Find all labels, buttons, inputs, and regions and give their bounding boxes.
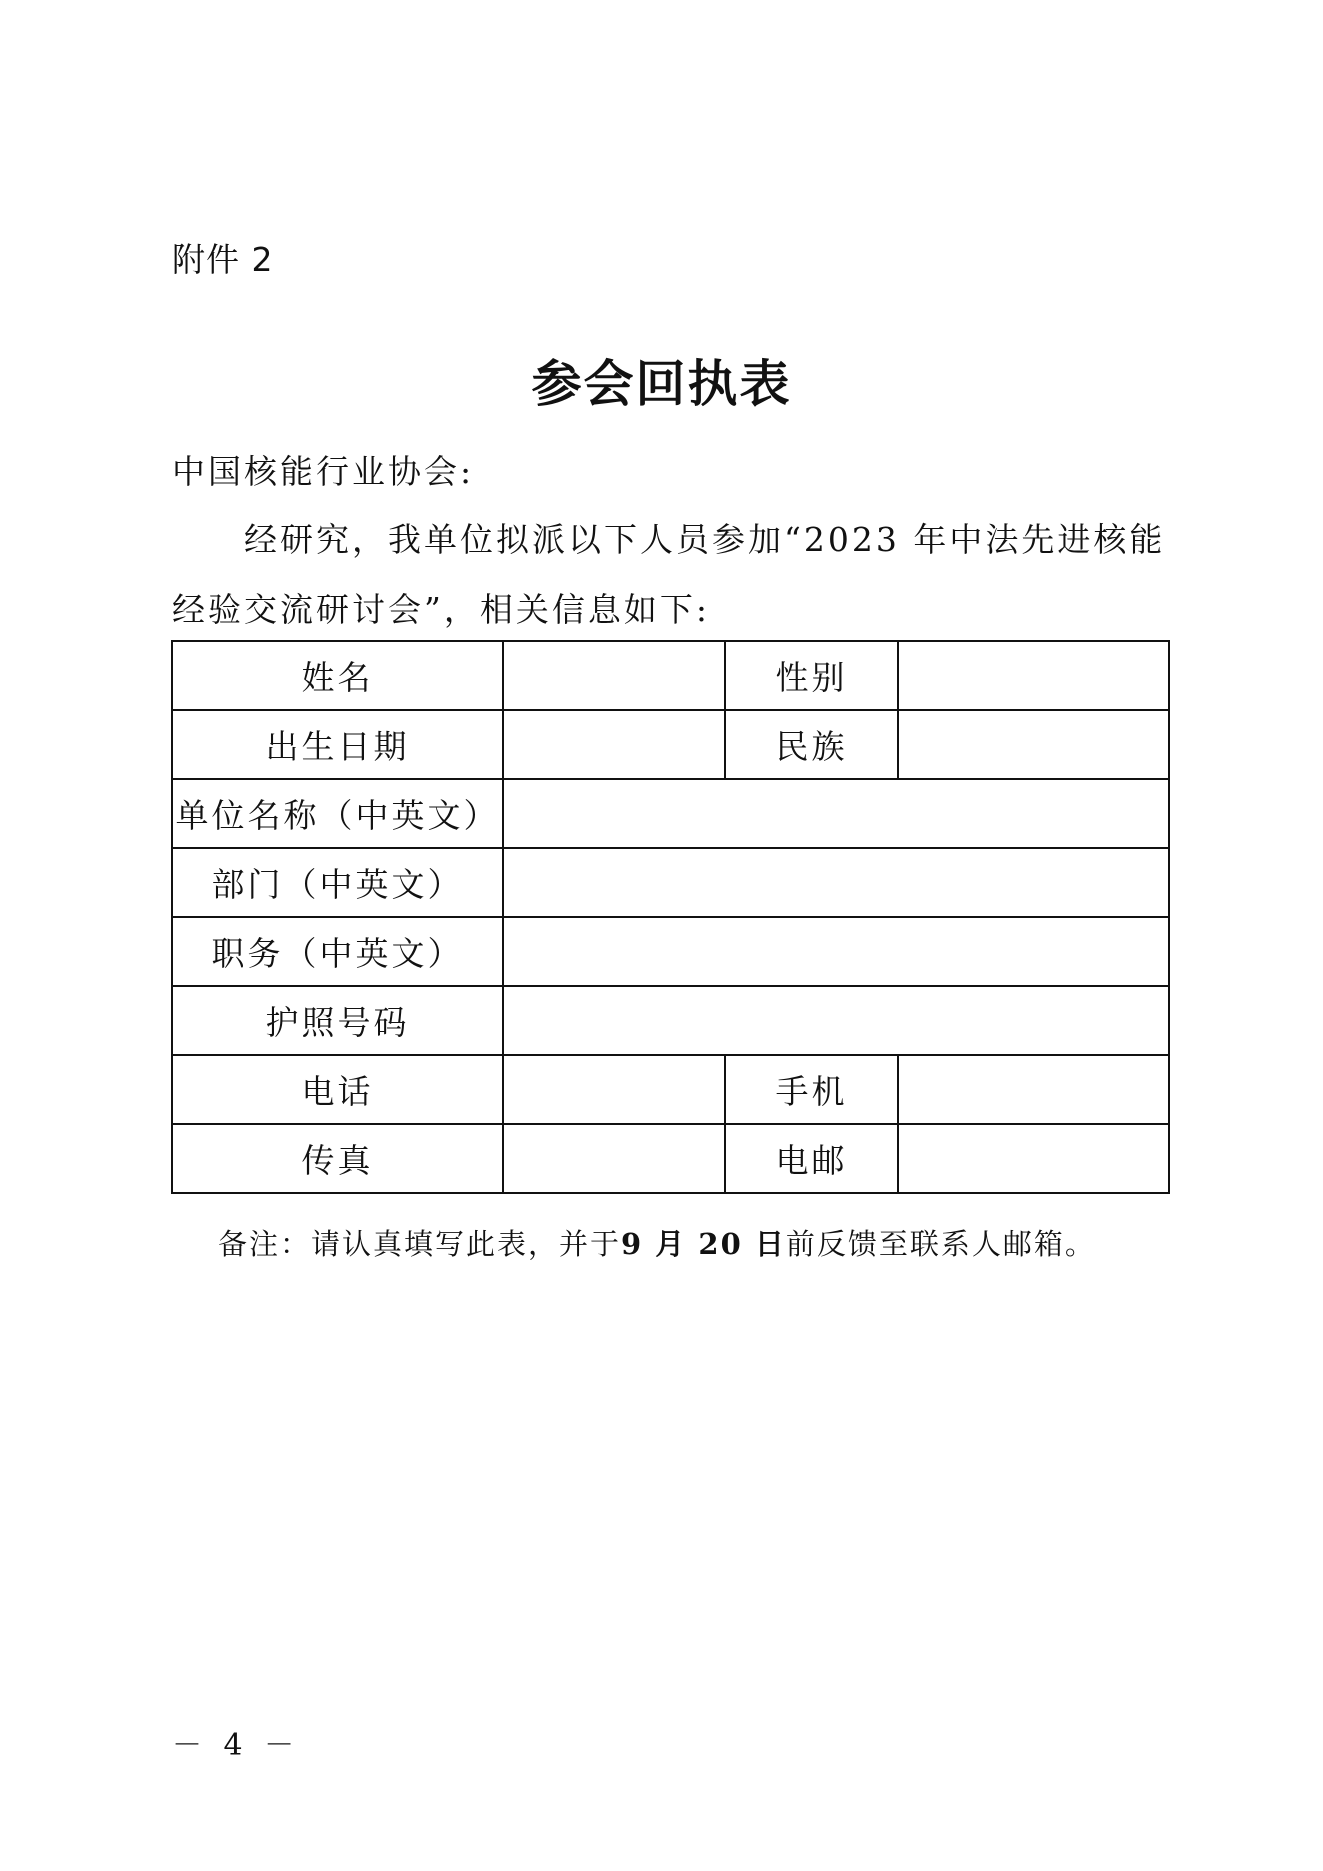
body-paragraph-line-1: 经研究，我单位拟派以下人员参加“2023 年中法先进核能: [244, 520, 1166, 559]
name-label: 姓名: [172, 641, 503, 710]
email-label: 电邮: [725, 1124, 898, 1193]
table-row: [172, 710, 1169, 779]
birth-date-label: 出生日期: [172, 710, 503, 779]
fax-label: 传真: [172, 1124, 503, 1193]
ethnicity-field[interactable]: [898, 710, 1169, 779]
attachment-label: 附件 2: [172, 240, 274, 279]
gender-label: 性别: [725, 641, 898, 710]
position-label: 职务（中英文）: [172, 917, 503, 986]
email-field[interactable]: [898, 1124, 1169, 1193]
table-row: [172, 641, 1169, 710]
mobile-field[interactable]: [898, 1055, 1169, 1124]
body-paragraph-line-2: 经验交流研讨会”，相关信息如下:: [172, 590, 710, 629]
passport-number-field[interactable]: [503, 986, 1169, 1055]
page-title: 参会回执表: [531, 355, 792, 413]
gender-field[interactable]: [898, 641, 1169, 710]
name-field[interactable]: [503, 641, 725, 710]
table-row: [172, 1124, 1169, 1193]
footnote: [218, 1222, 1096, 1263]
phone-field[interactable]: [503, 1055, 725, 1124]
ethnicity-label: 民族: [725, 710, 898, 779]
registration-form-table: [171, 640, 1170, 1194]
fax-field[interactable]: [503, 1124, 725, 1193]
department-label: 部门（中英文）: [172, 848, 503, 917]
birth-date-field[interactable]: [503, 710, 725, 779]
table-row: [172, 986, 1169, 1055]
table-row: [172, 1055, 1169, 1124]
organization-label: 单位名称（中英文）: [172, 779, 503, 848]
organization-field[interactable]: [503, 779, 1169, 848]
position-field[interactable]: [503, 917, 1169, 986]
table-row: [172, 848, 1169, 917]
table-row: [172, 779, 1169, 848]
note-prefix: 备注：请认真填写此表，并于: [218, 1227, 622, 1261]
passport-number-label: 护照号码: [172, 986, 503, 1055]
note-suffix: 前反馈至联系人邮箱。: [785, 1227, 1096, 1261]
mobile-label: 手机: [725, 1055, 898, 1124]
salutation: 中国核能行业协会:: [172, 452, 475, 491]
department-field[interactable]: [503, 848, 1169, 917]
page-number: － 4 －: [172, 1728, 301, 1763]
phone-label: 电话: [172, 1055, 503, 1124]
note-deadline: 9 月 20 日: [621, 1227, 786, 1261]
table-row: [172, 917, 1169, 986]
